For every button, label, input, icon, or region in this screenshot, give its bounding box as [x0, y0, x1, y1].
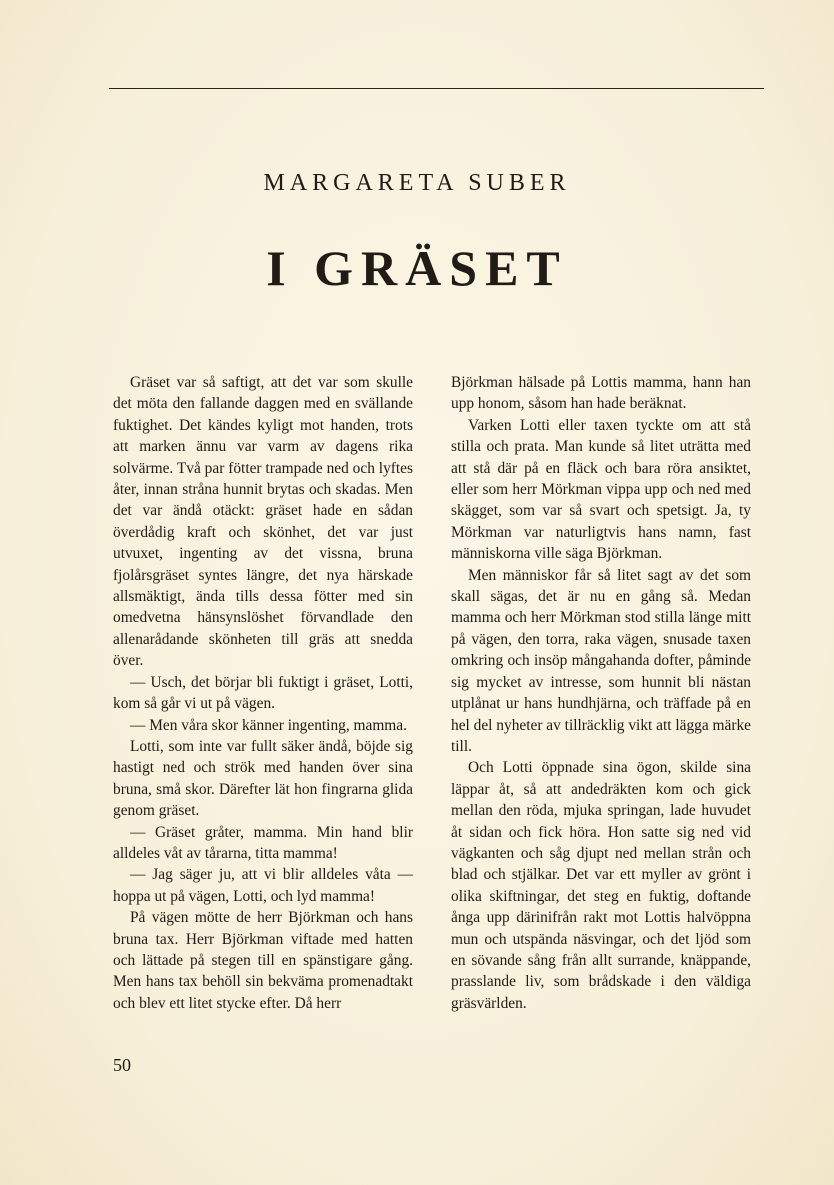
- paragraph: — Men våra skor känner ingenting, mamma.: [130, 716, 407, 734]
- top-rule: [109, 88, 764, 89]
- paragraph: — Gräset gråter, mamma. Min hand blir alldeles våt av tårarna, titta mamma!: [113, 823, 413, 862]
- paragraph: Björkman hälsade på Lottis mamma, hann han upp honom, såsom han hade beräknat.: [451, 374, 751, 413]
- paragraph: Men människor får så litet sagt av det som skall sägas, det är nu en gång så. Medan mamma och herr Mörkman stod stilla länge mitt på vägen, den torra, raka vägen, snusade taxen omkring och insöp mångahanda dofter, påminde sig mycket av intresse, som hunnit bli nästan utplånat ur hans hundhjärna, och träffade på en hel del nyheter av tillräcklig vikt att lägga märke till.: [451, 566, 752, 755]
- right-column: [451, 372, 751, 1014]
- page-number: 50: [113, 1055, 131, 1075]
- paragraph: Gräset var så saftigt, att det var som skulle det möta den fallande daggen med en svällande fuktighet. Det kändes kyligt mot handen, trots att marken ännu var varm av dagens rika solvärme. Två par fötter trampade ned och lyftes åter, innan stråna hunnit brytas och skadas. Men det var ändå otäckt: gräset hade en sådan överdådig kraft och skönhet, det var just utvuxet, ingenting av det vissna, bruna fjolårsgräset syntes längre, det nya härskade allsmäktigt, ända tills dessa fötter med sin omedvetna hänsynslöshet förvandlade den allenarådande skönheten till gräs att snedda över.: [113, 374, 413, 670]
- left-column: [113, 372, 413, 1014]
- author-name: MARGARETA SUBER: [263, 170, 571, 196]
- story-title: I GRÄSET: [266, 240, 568, 296]
- paragraph: — Usch, det börjar bli fuktigt i gräset, Lotti, kom så går vi ut på vägen.: [113, 673, 413, 713]
- paragraph: Varken Lotti eller taxen tyckte om att stå stilla och prata. Man kunde så litet uträtta med att stå där på en fläck och bara röra ansiktet, eller som herr Mörkman vippa upp och ned med skägget, som var så svart och spetsigt. Ja, ty Mörkman var naturligtvis hans namn, fast människorna ville säga Björkman.: [451, 416, 751, 563]
- paragraph: — Jag säger ju, att vi blir alldeles våta — hoppa ut på vägen, Lotti, och lyd mamma!: [113, 866, 413, 905]
- paragraph: Lotti, som inte var fullt säker ändå, böjde sig hastigt ned och strök med handen över sina bruna, små skor. Därefter lät hon fingrarna glida genom gräset.: [113, 737, 413, 820]
- paragraph: På vägen mötte de herr Björkman och hans bruna tax. Herr Björkman viftade med hatten och lättade på stegen till en spänstigare gång. Men hans tax behöll sin bekväma promenadtakt och blev ett litet stycke efter. Då herr: [113, 909, 413, 1012]
- paragraph: Och Lotti öppnade sina ögon, skilde sina läppar åt, så att andedräkten kom och gick mellan den röda, mjuka springan, lade huvudet åt sidan och fick höra. Hon satte sig ned vid vägkanten och såg djupt ned mellan strån och blad och stjälkar. Det var ett myller av grönt i olika skiftningar, det steg en fuktig, doftande ånga upp därinifrån rakt mot Lottis halvöppna mun och utspända näsvingar, och det ljöd som en sövande sång från allt surrande, knäppande, prasslande liv, som brådskade i den väldiga gräsvärlden.: [451, 759, 751, 1012]
